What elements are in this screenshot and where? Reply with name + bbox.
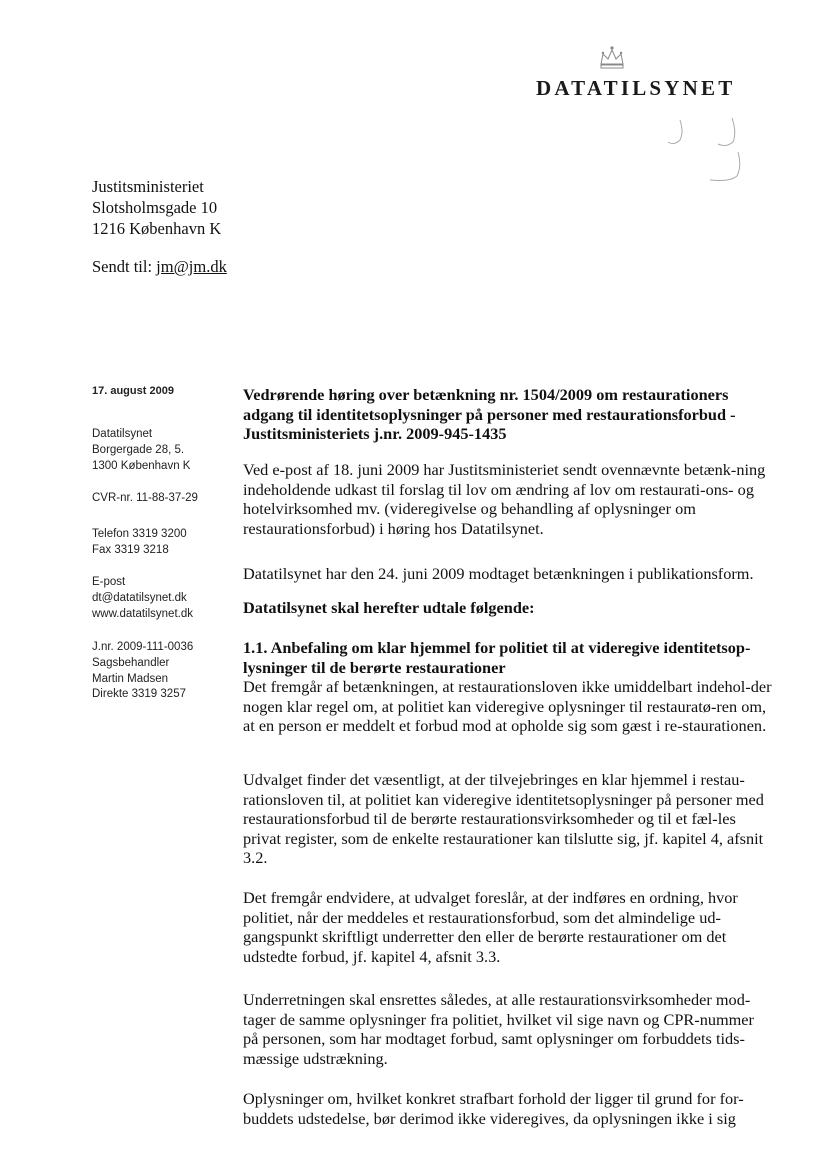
- case-info: [92, 640, 193, 703]
- website[interactable]: www.datatilsynet.dk: [92, 607, 193, 620]
- section-intro: Datatilsynet skal herefter udtale følgende:: [243, 598, 535, 617]
- letter-subject: [243, 385, 783, 444]
- phone-block: [92, 527, 187, 559]
- paragraph-6: Underretningen skal ensrettes således, at alle restaurationsvirksomheder mod-tager de samme oplysninger fra politiet, hvilket vil sige navn og CPR-nummer på personen, som har modtaget forbud, samt oplysninger om forbuddets tids-mæssige udstrækning.: [243, 990, 754, 1068]
- sent-to-label: Sendt til:: [92, 257, 153, 276]
- paragraph-3: Det fremgår af betænkningen, at restaurationsloven ikke umiddelbart indehol-der nogen klar regel om, at politiet kan videregive oplysninger til restauratø-ren om, at en person er meddelt et forbud mod at opholde sig som gæst i re-staurationen.: [243, 677, 772, 736]
- handler-name: Martin Madsen: [92, 672, 169, 685]
- email-label: E-post: [92, 576, 126, 588]
- direct-phone: Direkte 3319 3257: [92, 688, 186, 701]
- phone-number: Telefon 3319 3200: [92, 528, 187, 540]
- contact-block: [92, 575, 193, 622]
- section-heading-line-1: 1.1. Anbefaling om klar hjemmel for politiet til at videregive identitetsop-: [243, 638, 751, 657]
- subject-line-2: adgang til identitetsoplysninger på personer med restaurationsforbud -: [243, 404, 736, 424]
- paragraph-1: Ved e-post af 18. juni 2009 har Justitsministeriet sendt ovennævnte betænk-ning indeholdende udkast til forslag til lov om ændring af lov om restaurati-ons- og hotelvirksomhed mv. (videregivelse og behandling af oplysninger om restaurationsforbud) i høring hos Datatilsynet.: [243, 460, 766, 538]
- sender-address: [92, 427, 190, 474]
- section-heading: [243, 638, 783, 677]
- recipient-address: [92, 176, 221, 239]
- sent-to-email-link[interactable]: jm@jm.dk: [156, 257, 227, 276]
- recipient-street: Slotsholmsgade 10: [92, 198, 218, 217]
- fax-number: Fax 3319 3218: [92, 543, 169, 556]
- sent-to-line: [92, 257, 227, 277]
- cvr-number: CVR-nr. 11-88-37-29: [92, 492, 198, 504]
- letter-date: 17. august 2009: [92, 385, 174, 397]
- paragraph-5: Det fremgår endvidere, at udvalget foreslår, at der indføres en ordning, hvor politiet, når der meddeles et restaurationsforbud, som det almindelige ud-gangspunkt skriftligt underretter den eller de berørte restaurationer om det udstedte forbud, jf. kapitel 4, afsnit 3.3.: [243, 888, 738, 966]
- recipient-city: 1216 København K: [92, 219, 222, 238]
- subject-line-1: Vedrørende høring over betænkning nr. 1504/2009 om restaurationers: [243, 385, 729, 404]
- paragraph-4: Udvalget finder det væsentligt, at der tilvejebringes en klar hjemmel i restau-rationsloven til, at politiet kan videregive identitetsoplysninger på personer med restaurationsforbud til de berørte restaurationsvirksomheder og til et fæl-les privat register, som de enkelte restaurationer kan tilslutte sig, jf. kapitel 4, afsnit 3.2.: [243, 770, 764, 868]
- recipient-name: Justitsministeriet: [92, 177, 204, 196]
- sender-street: Borgergade 28, 5.: [92, 443, 185, 456]
- email-address[interactable]: dt@datatilsynet.dk: [92, 591, 187, 604]
- journal-number: J.nr. 2009-111-0036: [92, 641, 194, 653]
- handler-label: Sagsbehandler: [92, 656, 170, 669]
- sender-org: Datatilsynet: [92, 428, 153, 440]
- crown-icon: [597, 44, 627, 77]
- sender-city: 1300 København K: [92, 459, 191, 472]
- paragraph-7: Oplysninger om, hvilket konkret strafbart forhold der ligger til grund for for-buddets udstedelse, bør derimod ikke videregives, da oplysningen ikke i sig: [243, 1089, 744, 1128]
- subject-line-3: Justitsministeriets j.nr. 2009-945-1435: [243, 424, 507, 444]
- section-heading-line-2: lysninger til de berørte restaurationer: [243, 657, 506, 677]
- paragraph-2: Datatilsynet har den 24. juni 2009 modtaget betænkningen i publikationsform.: [243, 564, 754, 583]
- handwritten-marks: [640, 110, 760, 195]
- organization-logo: DATATILSYNET: [536, 76, 736, 100]
